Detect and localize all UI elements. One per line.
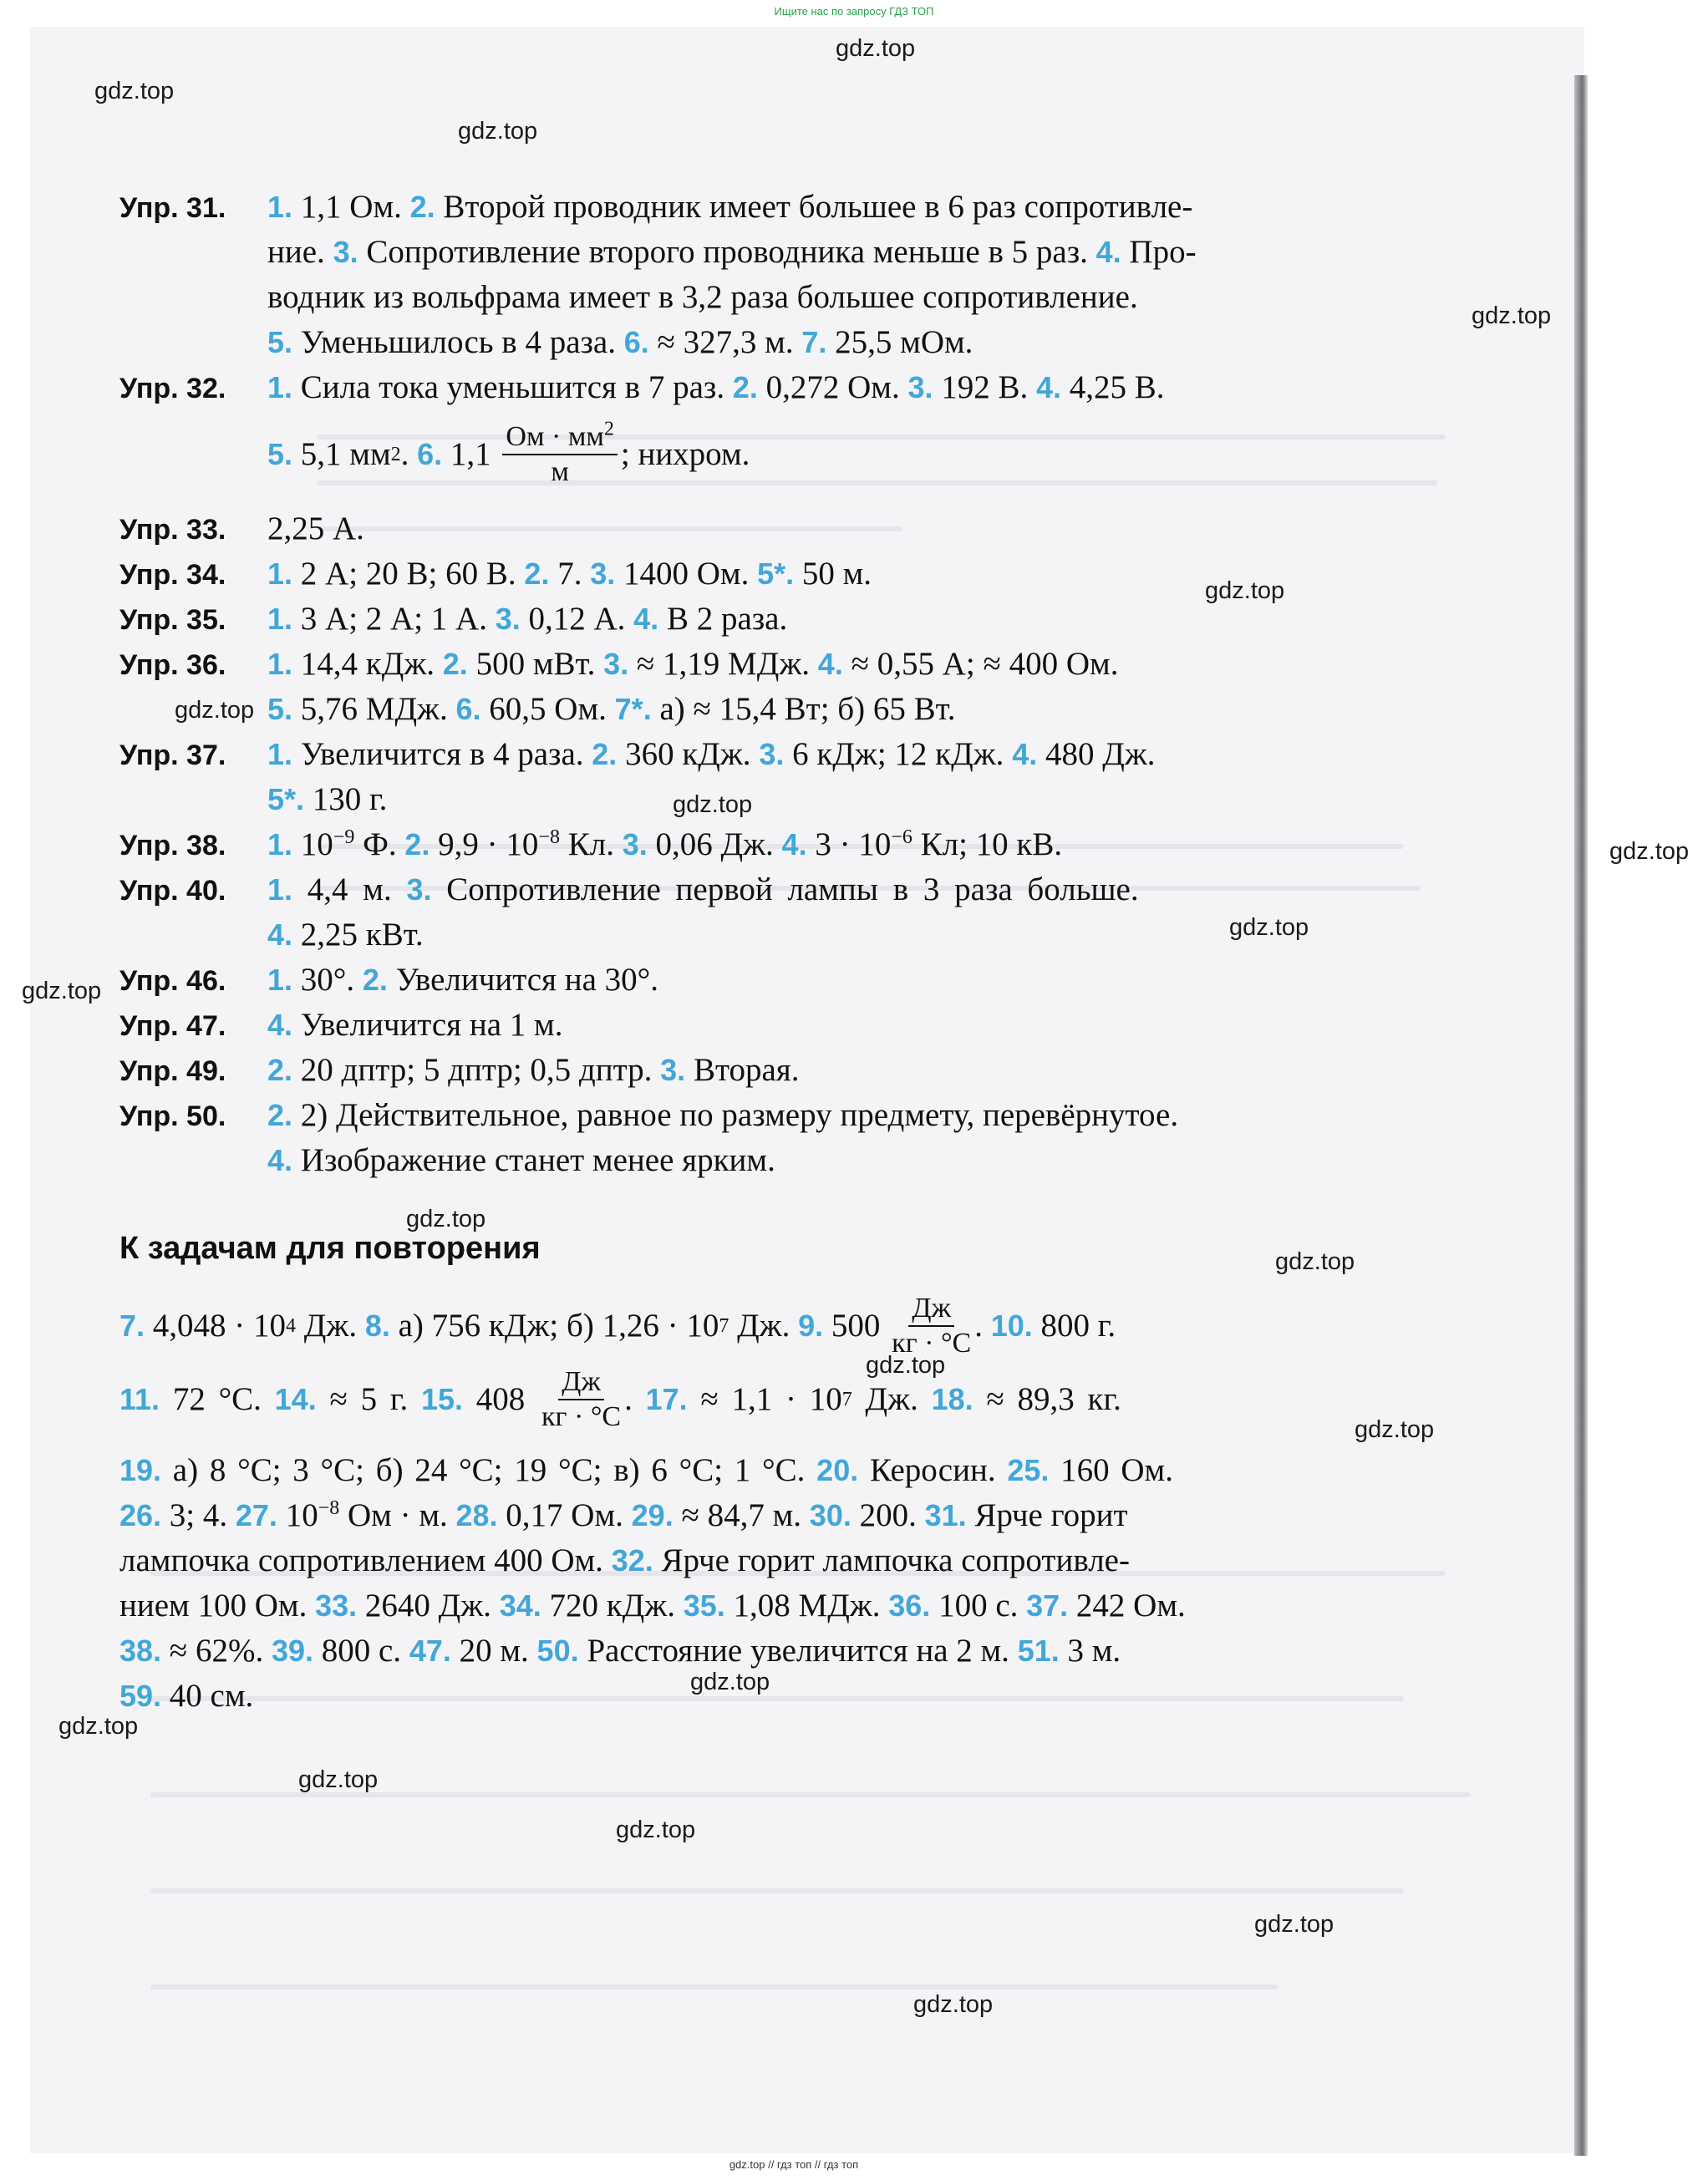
answer-text: 60,5 Ом. bbox=[480, 691, 615, 727]
answer-text: 720 кДж. bbox=[541, 1588, 684, 1624]
answer-text: Второй проводник имеет большее в 6 раз сопротивле- bbox=[435, 189, 1193, 225]
answer-number: 1. bbox=[267, 370, 293, 404]
answer-number: 4. bbox=[1036, 370, 1062, 404]
answer-number: 3. bbox=[603, 647, 629, 681]
answer-text: 2 А; 20 В; 60 В. bbox=[292, 556, 525, 592]
watermark: gdz.top bbox=[298, 1766, 379, 1793]
answer-text: 3; 4. bbox=[161, 1497, 236, 1533]
answer-text: Дж. bbox=[296, 1308, 365, 1344]
answer-text: нием 100 Ом. bbox=[119, 1588, 316, 1624]
answer-text: 2,25 А. bbox=[267, 511, 364, 546]
answer-number: 19. bbox=[119, 1453, 162, 1487]
answer-text: 20 дптр; 5 дптр; 0,5 дптр. bbox=[292, 1052, 661, 1088]
answer-text: 9,9 · 10 bbox=[430, 826, 539, 862]
answer-text: Изображение станет менее ярким. bbox=[292, 1142, 775, 1178]
answer-text: Увеличится на 1 м. bbox=[292, 1007, 563, 1043]
answer-number: 3. bbox=[590, 556, 616, 591]
answer-text: а) 8 °С; 3 °С; б) 24 °С; 19 °С; в) 6 °С; 1 °С. bbox=[161, 1452, 817, 1488]
answer-text: Сила тока уменьшится в 7 раз. bbox=[292, 369, 733, 405]
answer-number: 2. bbox=[592, 737, 618, 771]
answer-text: 800 г. bbox=[1032, 1308, 1116, 1344]
section-heading: К задачам для повторения bbox=[119, 1231, 541, 1266]
answer-text: 408 bbox=[463, 1381, 539, 1418]
answer-text: 500 bbox=[823, 1308, 889, 1344]
exercise-label: Упр. 34. bbox=[119, 559, 226, 591]
answer-text: Сопротивление второго проводника меньше в 5 раз. bbox=[358, 234, 1096, 270]
answer-number: 34. bbox=[499, 1588, 541, 1623]
answer-text: 3 · 10 bbox=[806, 826, 892, 862]
answer-number: 5*. bbox=[267, 782, 305, 816]
superscript: −9 bbox=[333, 826, 355, 848]
answer-number: 2. bbox=[267, 1053, 293, 1087]
exercise-label: Упр. 33. bbox=[119, 514, 226, 546]
answer-number: 26. bbox=[119, 1498, 162, 1532]
answer-number: 4. bbox=[267, 917, 293, 952]
watermark: gdz.top bbox=[913, 1991, 994, 2018]
answer-text: 14,4 кДж. bbox=[292, 646, 443, 682]
exercise-label: Упр. 50. bbox=[119, 1100, 226, 1132]
answer-number: 3. bbox=[907, 370, 933, 404]
superscript: 2 bbox=[603, 418, 614, 440]
answer-number: 4. bbox=[817, 647, 843, 681]
watermark: gdz.top bbox=[22, 978, 102, 1004]
exercise-label: Упр. 32. bbox=[119, 373, 226, 404]
answer-number: 2. bbox=[442, 647, 468, 681]
answer-text: Про- bbox=[1121, 234, 1197, 270]
answer-text: 10 bbox=[292, 826, 333, 862]
answer-text: Ом · м. bbox=[339, 1497, 456, 1533]
exercise-label: Упр. 47. bbox=[119, 1010, 226, 1042]
answer-text: 72 °С. bbox=[160, 1381, 275, 1418]
answer-text: Керосин. bbox=[858, 1452, 1008, 1488]
answer-number: 3. bbox=[406, 872, 432, 907]
answer-text: ≈ 1,19 МДж. bbox=[628, 646, 818, 682]
answer-text: ≈ 89,3 кг. bbox=[973, 1381, 1121, 1418]
bleed-through-line bbox=[318, 526, 902, 531]
answer-number: 9. bbox=[798, 1308, 824, 1343]
answer-text: 2,25 кВт. bbox=[292, 917, 424, 953]
answer-number: 2. bbox=[362, 963, 388, 997]
answer-text: Ф. bbox=[354, 826, 405, 862]
answer-number: 37. bbox=[1026, 1588, 1069, 1623]
answer-number: 8. bbox=[364, 1308, 390, 1343]
watermark: gdz.top bbox=[616, 1817, 696, 1843]
answer-text: 2640 Дж. bbox=[357, 1588, 500, 1624]
fraction-numerator: Дж bbox=[908, 1293, 954, 1327]
answer-number: 3. bbox=[622, 827, 648, 861]
answer-text: 130 г. bbox=[304, 781, 388, 817]
answer-text: Расстояние увеличится на 2 м. bbox=[578, 1633, 1018, 1669]
answer-text: . bbox=[974, 1308, 991, 1344]
answer-text: Увеличится на 30°. bbox=[387, 962, 658, 998]
answer-text: 360 кДж. bbox=[617, 736, 760, 772]
answer-text: 6 кДж; 12 кДж. bbox=[784, 736, 1013, 772]
answer-text: 800 с. bbox=[313, 1633, 409, 1669]
answer-text: Дж. bbox=[851, 1381, 932, 1418]
exercise-label: Упр. 46. bbox=[119, 965, 226, 997]
answer-text: 500 мВт. bbox=[467, 646, 604, 682]
watermark: gdz.top bbox=[406, 1206, 486, 1232]
watermark: gdz.top bbox=[175, 697, 255, 724]
answer-number: 6. bbox=[417, 436, 443, 471]
bleed-through-line bbox=[150, 1696, 1404, 1701]
answer-number: 7. bbox=[801, 325, 827, 359]
answer-number: 17. bbox=[645, 1381, 688, 1416]
answer-number: 1. bbox=[267, 556, 293, 591]
book-spine-shadow bbox=[1574, 75, 1588, 2156]
fraction-numerator: Ом · мм bbox=[506, 421, 604, 452]
superscript: −8 bbox=[318, 1497, 340, 1519]
exercise-label: Упр. 40. bbox=[119, 875, 226, 907]
answer-text: Ярче горит лампочка сопротивле- bbox=[653, 1542, 1130, 1578]
watermark: gdz.top bbox=[690, 1669, 770, 1695]
exercise-label: Упр. 31. bbox=[119, 192, 226, 224]
fraction-numerator: Дж bbox=[558, 1367, 604, 1400]
watermark: gdz.top bbox=[58, 1713, 139, 1740]
answer-number: 59. bbox=[119, 1679, 162, 1713]
answer-number: 5. bbox=[267, 692, 293, 726]
watermark: gdz.top bbox=[1472, 302, 1552, 329]
answer-number: 14. bbox=[274, 1381, 317, 1416]
answer-text: 0,12 А. bbox=[520, 601, 634, 637]
answer-text: 4,25 В. bbox=[1061, 369, 1165, 405]
answer-text: 5,1 мм bbox=[292, 436, 391, 473]
answer-text: 10 bbox=[277, 1497, 318, 1533]
answer-text: ≈ 84,7 м. bbox=[673, 1497, 810, 1533]
answer-number: 4. bbox=[781, 827, 807, 861]
answer-text: 5,76 МДж. bbox=[292, 691, 456, 727]
answer-text: ≈ 5 г. bbox=[316, 1381, 421, 1418]
answer-number: 2. bbox=[732, 370, 758, 404]
answer-number: 2. bbox=[524, 556, 550, 591]
answer-number: 1. bbox=[267, 827, 293, 861]
answer-text: лампочка сопротивлением 400 Ом. bbox=[119, 1542, 612, 1578]
watermark: gdz.top bbox=[836, 35, 916, 62]
exercise-label: Упр. 38. bbox=[119, 830, 226, 861]
answer-number: 29. bbox=[631, 1498, 674, 1532]
watermark: gdz.top bbox=[1229, 914, 1309, 941]
answer-text: 192 В. bbox=[933, 369, 1037, 405]
answer-text: 1,08 МДж. bbox=[724, 1588, 889, 1624]
answer-number: 1. bbox=[267, 872, 293, 907]
answer-number: 35. bbox=[683, 1588, 725, 1623]
answer-text: 50 м. bbox=[794, 556, 872, 592]
superscript: −6 bbox=[891, 826, 912, 848]
answer-number: 7*. bbox=[614, 692, 652, 726]
answer-number: 1. bbox=[267, 602, 293, 636]
answer-number: 18. bbox=[931, 1381, 973, 1416]
answer-text: ≈ 62%. bbox=[161, 1633, 272, 1669]
answer-number: 27. bbox=[235, 1498, 277, 1532]
answer-text: Сопротивление первой лампы в 3 раза больше. bbox=[431, 871, 1139, 907]
answer-text: 0,06 Дж. bbox=[647, 826, 782, 862]
footer-links[interactable]: gdz.top // гдз топ // гдз топ bbox=[729, 2158, 859, 2171]
bleed-through-line bbox=[150, 1888, 1404, 1893]
answer-text: 242 Ом. bbox=[1068, 1588, 1186, 1624]
answer-text: 7. bbox=[549, 556, 591, 592]
answer-number: 30. bbox=[809, 1498, 851, 1532]
fraction bbox=[892, 1293, 971, 1358]
answer-number: 6. bbox=[623, 325, 649, 359]
answer-text: водник из вольфрама имеет в 3,2 раза большее сопротивление. bbox=[267, 279, 1138, 315]
answer-text: ≈ 0,55 А; ≈ 400 Ом. bbox=[842, 646, 1119, 682]
watermark: gdz.top bbox=[1355, 1416, 1435, 1443]
answer-number: 2. bbox=[267, 1098, 293, 1132]
answer-number: 3. bbox=[759, 737, 785, 771]
answer-number: 39. bbox=[271, 1634, 313, 1668]
answer-text: 2) Действительное, равное по размеру предмету, перевёрнутое. bbox=[292, 1097, 1179, 1133]
answer-text: 25,5 мОм. bbox=[826, 324, 973, 360]
answer-text: ние. bbox=[267, 234, 333, 270]
exercise-label: Упр. 36. bbox=[119, 649, 226, 681]
answer-number: 5*. bbox=[757, 556, 795, 591]
answer-number: 5. bbox=[267, 436, 293, 471]
answer-text: а) 756 кДж; б) 1,26 · 10 bbox=[389, 1308, 719, 1344]
answer-number: 6. bbox=[455, 692, 481, 726]
answer-number: 11. bbox=[119, 1381, 160, 1416]
answer-number: 25. bbox=[1007, 1453, 1050, 1487]
watermark: gdz.top bbox=[1254, 1911, 1334, 1938]
fraction bbox=[541, 1367, 621, 1431]
answer-number: 3. bbox=[660, 1053, 686, 1087]
answer-number: 31. bbox=[924, 1498, 967, 1532]
answer-number: 32. bbox=[611, 1543, 653, 1578]
watermark: gdz.top bbox=[1609, 838, 1690, 865]
answer-number: 15. bbox=[420, 1381, 464, 1416]
fraction bbox=[502, 418, 617, 487]
answer-text: Дж. bbox=[729, 1308, 799, 1344]
top-banner[interactable]: Ищите нас по запросу ГДЗ ТОП bbox=[774, 5, 934, 18]
answer-number: 2. bbox=[409, 190, 435, 224]
bleed-through-line bbox=[150, 1984, 1278, 1989]
answer-number: 1. bbox=[267, 737, 293, 771]
watermark: gdz.top bbox=[866, 1352, 946, 1379]
answer-number: 4. bbox=[1012, 737, 1038, 771]
watermark: gdz.top bbox=[458, 118, 538, 145]
answer-text: ≈ 1,1 · 10 bbox=[687, 1381, 842, 1418]
answer-text: 200. bbox=[851, 1497, 925, 1533]
answer-text: 4,048 · 10 bbox=[145, 1308, 287, 1344]
answer-text: 1,1 Ом. bbox=[292, 189, 410, 225]
answer-number: 4. bbox=[267, 1008, 293, 1042]
answer-number: 36. bbox=[888, 1588, 931, 1623]
fraction-denominator: кг · °С bbox=[892, 1327, 972, 1359]
answer-text: Кл. bbox=[559, 826, 623, 862]
exercise-label: Упр. 37. bbox=[119, 739, 226, 771]
fraction-denominator: м bbox=[551, 455, 569, 487]
answer-number: 47. bbox=[409, 1634, 451, 1668]
answer-text: Кл; 10 кВ. bbox=[912, 826, 1063, 862]
answer-text: 0,17 Ом. bbox=[497, 1497, 632, 1533]
answer-number: 20. bbox=[816, 1453, 859, 1487]
answer-number: 1. bbox=[267, 647, 293, 681]
answer-text: ; нихром. bbox=[620, 436, 750, 473]
answer-number: 1. bbox=[267, 963, 293, 997]
answer-number: 1. bbox=[267, 190, 293, 224]
answer-text: . bbox=[400, 436, 418, 473]
answer-text: Ярче горит bbox=[966, 1497, 1128, 1533]
answer-number: 2. bbox=[404, 827, 430, 861]
answer-text: 1400 Ом. bbox=[615, 556, 758, 592]
watermark: gdz.top bbox=[1275, 1248, 1355, 1275]
answer-text: ≈ 327,3 м. bbox=[648, 324, 802, 360]
answer-number: 38. bbox=[119, 1634, 162, 1668]
answer-text: 3 м. bbox=[1059, 1633, 1121, 1669]
answer-number: 33. bbox=[315, 1588, 358, 1623]
answer-text: Уменьшилось в 4 раза. bbox=[292, 324, 624, 360]
answer-text: 20 м. bbox=[450, 1633, 537, 1669]
answer-text: 40 см. bbox=[161, 1678, 254, 1714]
answer-text: 30°. bbox=[292, 962, 363, 998]
answer-number: 4. bbox=[267, 1143, 293, 1177]
answer-text: 1,1 bbox=[442, 436, 500, 473]
answer-text: 0,272 Ом. bbox=[757, 369, 908, 405]
answer-text: а) ≈ 15,4 Вт; б) 65 Вт. bbox=[651, 691, 956, 727]
answer-number: 10. bbox=[990, 1308, 1033, 1343]
exercise-label: Упр. 49. bbox=[119, 1055, 226, 1087]
answer-text: 160 Ом. bbox=[1049, 1452, 1173, 1488]
answer-text: В 2 раза. bbox=[658, 601, 788, 637]
answer-number: 50. bbox=[536, 1634, 579, 1668]
answer-number: 7. bbox=[119, 1308, 145, 1343]
answer-text: 480 Дж. bbox=[1037, 736, 1156, 772]
watermark: gdz.top bbox=[94, 78, 175, 104]
answer-text: 4,4 м. bbox=[292, 871, 407, 907]
answer-number: 28. bbox=[455, 1498, 498, 1532]
watermark: gdz.top bbox=[1205, 577, 1285, 604]
fraction-denominator: кг · °С bbox=[541, 1400, 622, 1432]
answer-number: 4. bbox=[633, 602, 659, 636]
answer-text: 3 А; 2 А; 1 А. bbox=[292, 601, 496, 637]
answer-number: 3. bbox=[333, 235, 358, 269]
answer-text: . bbox=[624, 1381, 646, 1418]
answer-text: Увеличится в 4 раза. bbox=[292, 736, 592, 772]
answer-text: Вторая. bbox=[685, 1052, 800, 1088]
answer-number: 4. bbox=[1095, 235, 1121, 269]
watermark: gdz.top bbox=[673, 791, 753, 818]
answer-number: 3. bbox=[495, 602, 521, 636]
superscript: −8 bbox=[538, 826, 560, 848]
answer-number: 5. bbox=[267, 325, 293, 359]
answer-number: 51. bbox=[1017, 1634, 1060, 1668]
exercise-label: Упр. 35. bbox=[119, 604, 226, 636]
answer-text: 100 с. bbox=[930, 1588, 1027, 1624]
